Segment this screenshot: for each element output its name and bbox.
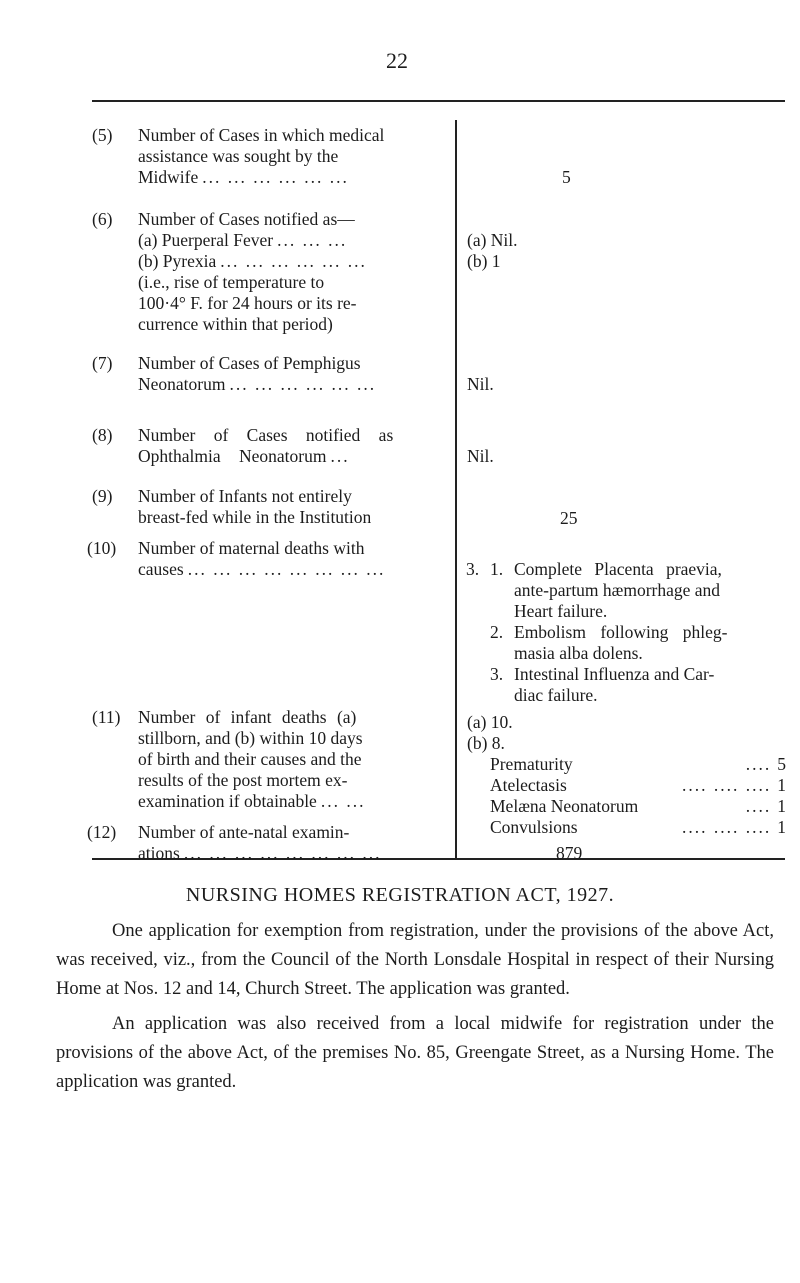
- text-line: 100·4° F. for 24 hours or its re-: [138, 293, 357, 313]
- row-7-number: (7): [92, 353, 113, 373]
- cause-count: 5: [777, 754, 786, 774]
- row-number: (5): [92, 125, 113, 145]
- text-line: Number of Cases of Pemphigus: [138, 353, 361, 373]
- text-line: results of the post mortem ex-: [138, 770, 348, 790]
- cause-item: [490, 664, 786, 706]
- row-9-number: (9): [92, 486, 113, 506]
- cause-row: [490, 775, 786, 796]
- cause-item: [490, 622, 786, 664]
- infant-death-causes: [490, 754, 786, 838]
- text-line: causes: [138, 559, 184, 579]
- dot-leader: ... ... ... ... ... ... ... ...: [183, 843, 382, 863]
- text-line: Number of ante-natal examin-: [138, 822, 350, 842]
- row-8-value: Nil.: [467, 446, 494, 466]
- text-line: Number of Cases notified as: [138, 425, 394, 445]
- text-line: Number of infant deaths (a): [138, 707, 357, 727]
- text-line: breast-fed while in the Institution: [138, 507, 372, 527]
- row-11-values: [467, 712, 513, 754]
- dot-leader: ... ... ... ... ... ... ... ...: [187, 559, 386, 579]
- dot-leader: ...: [330, 446, 350, 466]
- text-line: Neonatorum: [138, 374, 226, 394]
- cause-item: [490, 559, 786, 622]
- cause-row: [490, 817, 786, 838]
- row-10-text: [138, 538, 430, 580]
- cause-label: Melæna Neonatorum: [490, 796, 639, 816]
- value-line: (b) 1: [467, 251, 501, 271]
- row-10-number: (10): [87, 538, 117, 558]
- row-7-text: [138, 353, 430, 395]
- value-line: (b) 8.: [467, 733, 505, 753]
- value-line: (a) Nil.: [467, 230, 518, 250]
- paragraph: An application was also received from a local midwife for registration under the provisions of the above Act, of the premises No. 85, Greengate Street, as a Nursing Home. The application was granted.: [56, 1014, 774, 1092]
- dot-leader: .... .... ....: [682, 775, 772, 795]
- page-number: 22: [386, 48, 408, 73]
- row-11-text: [138, 707, 430, 812]
- text-line: currence within that period): [138, 314, 333, 334]
- row-12-text: [138, 822, 430, 864]
- row-5-value: 5: [562, 167, 571, 187]
- row-8-text: [138, 425, 430, 467]
- row-12-value: 879: [556, 843, 583, 863]
- value-line: (a) 10.: [467, 712, 513, 732]
- cause-row: [490, 754, 786, 775]
- cause-count: 1: [777, 796, 786, 816]
- text-line: (b) Pyrexia: [138, 251, 217, 271]
- dot-leader: .... .... ....: [682, 817, 772, 837]
- row-7-value: Nil.: [467, 374, 494, 394]
- cause-count: 1: [777, 775, 786, 795]
- dot-leader: ....: [745, 754, 772, 774]
- row-6-values: [467, 230, 518, 272]
- body-text: [56, 917, 774, 1097]
- text-line: ations: [138, 843, 180, 863]
- cause-label: Atelectasis: [490, 775, 567, 795]
- dot-leader: ... ...: [320, 791, 366, 811]
- text-line: Intestinal Influenza and Car-: [514, 664, 715, 684]
- text-line: examination if obtainable: [138, 791, 317, 811]
- dot-leader: ... ... ...: [277, 230, 348, 250]
- text-line: diac failure.: [514, 685, 598, 705]
- dot-leader: ... ... ... ... ... ...: [220, 251, 367, 271]
- text-line: Number of Cases in which medical: [138, 125, 385, 145]
- row-11-number: (11): [92, 707, 121, 727]
- text-line: Number of maternal deaths with: [138, 538, 365, 558]
- text-line: Heart failure.: [514, 601, 608, 621]
- cause-number: 2.: [490, 622, 504, 642]
- table-top-rule: [92, 100, 785, 102]
- text-line: Complete Placenta praevia,: [514, 559, 722, 579]
- text-line: Number of Cases notified as—: [138, 209, 355, 229]
- row-10-count: 3.: [466, 559, 480, 579]
- cause-count: 1: [777, 817, 786, 837]
- text-line: (a) Puerperal Fever: [138, 230, 274, 250]
- row-5-text: [138, 125, 430, 188]
- column-divider: [455, 120, 457, 860]
- row-9-value: 25: [560, 508, 578, 528]
- text-line: Ophthalmia Neonatorum: [138, 446, 327, 466]
- text-line: stillborn, and (b) within 10 days: [138, 728, 363, 748]
- text-line: Number of Infants not entirely: [138, 486, 352, 506]
- cause-number: 3.: [490, 664, 504, 684]
- dot-leader: ... ... ... ... ... ...: [202, 167, 349, 187]
- row-8-number: (8): [92, 425, 113, 445]
- cause-label: Prematurity: [490, 754, 573, 774]
- cause-number: 1.: [490, 559, 504, 579]
- row-9-text: [138, 486, 438, 528]
- text-line: Embolism following phleg-: [514, 622, 728, 642]
- dot-leader: ... ... ... ... ... ...: [229, 374, 377, 394]
- text-line: assistance was sought by the: [138, 146, 339, 166]
- dot-leader: ....: [745, 796, 772, 816]
- text-line: ante-partum hæmorrhage and: [514, 580, 721, 600]
- text-line: of birth and their causes and the: [138, 749, 362, 769]
- cause-row: [490, 796, 786, 817]
- text-line: masia alba dolens.: [514, 643, 643, 663]
- text-line: (i.e., rise of temperature to: [138, 272, 325, 292]
- section-heading: NURSING HOMES REGISTRATION ACT, 1927.: [185, 884, 615, 906]
- text-line: Midwife: [138, 167, 199, 187]
- row-12-number: (12): [87, 822, 117, 842]
- cause-label: Convulsions: [490, 817, 578, 837]
- row-10-causes: [490, 559, 786, 706]
- row-6-text: [138, 209, 430, 335]
- paragraph: One application for exemption from registration, under the provisions of the above Act, was received, viz., from the Council of the North Lonsdale Hospital in respect of their Nursing Home at Nos. 12 and 14, Church Street. The application was granted.: [56, 921, 774, 999]
- row-6-number: (6): [92, 209, 113, 229]
